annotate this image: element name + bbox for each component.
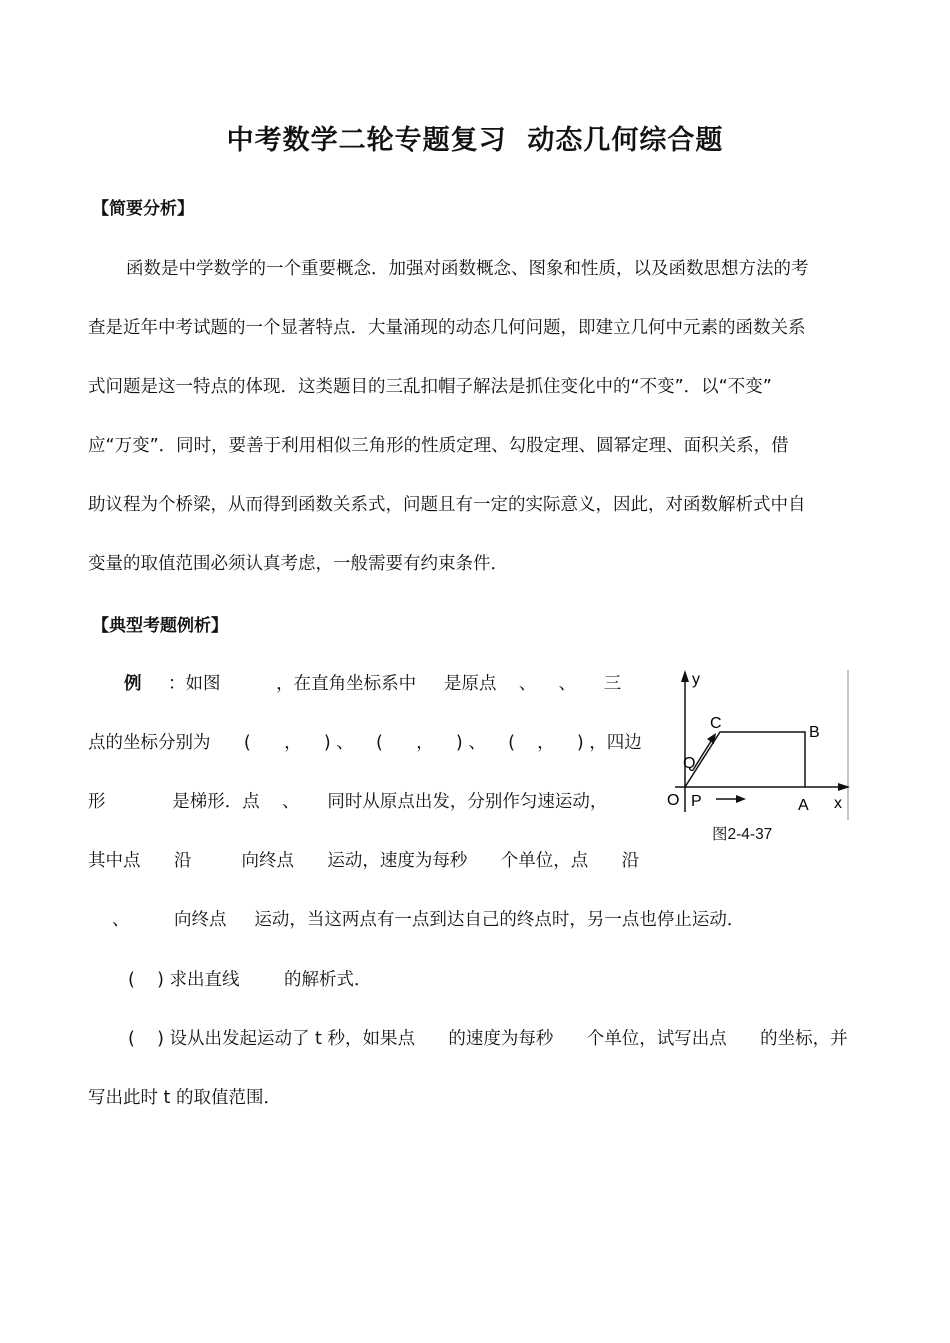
label-b: B <box>809 724 820 741</box>
question-2-cont: 写出此时 t 的取值范围． <box>88 1088 281 1108</box>
paragraph-line: 应“万变”．同时，要善于利用相似三角形的性质定理、勾股定理、圆幂定理、面积关系，借 <box>88 436 789 456</box>
question-1: ( ) 求出直线 的解析式． <box>128 970 372 990</box>
p-motion-arrow-icon <box>736 795 746 803</box>
paragraph-line: 式问题是这一特点的体现．这类题目的三乱扣帽子解法是抓住变化中的“不变”．以“不变” <box>88 377 772 397</box>
example-line: 其中点 沿 向终点 运动，速度为每秒 个单位，点 沿 <box>88 851 640 871</box>
label-q: Q <box>683 755 696 772</box>
label-a: A <box>798 797 809 814</box>
example-line: 点的坐标分别为 ( ， ) 、 ( ， ) 、 ( ， ) ，四边 <box>88 733 642 753</box>
page-title: 中考数学二轮专题复习 动态几何综合题 <box>226 125 724 156</box>
q-motion-line <box>693 738 713 770</box>
paragraph-line: 函数是中学数学的一个重要概念．加强对函数概念、图象和性质，以及函数思想方法的考 <box>126 259 809 279</box>
example-label: 例 <box>124 674 142 694</box>
section-heading-examples: 【典型考题例析】 <box>92 616 228 636</box>
label-o: O <box>667 792 680 809</box>
label-x: x <box>834 795 842 812</box>
label-y: y <box>692 671 700 688</box>
paragraph-line: 变量的取值范围必须认真考虑，一般需要有约束条件． <box>88 554 508 574</box>
question-2: ( ) 设从出发起运动了 t 秒，如果点 的速度为每秒 个单位，试写出点 的坐标，并 <box>128 1029 848 1049</box>
q-motion-arrow-icon <box>707 733 716 744</box>
example-line: 、 向终点 运动，当这两点有一点到达自己的终点时，另一点也停止运动． <box>112 910 745 930</box>
label-c: C <box>710 715 722 732</box>
paragraph-line: 查是近年中考试题的一个显著特点．大量涌现的动态几何问题，即建立几何中元素的函数关系 <box>88 318 806 338</box>
y-axis-arrow-icon <box>681 670 689 682</box>
figure-caption: 图2-4-37 <box>712 826 773 843</box>
section-heading-analysis: 【简要分析】 <box>92 199 194 219</box>
label-p: P <box>691 793 702 810</box>
example-line: 形 是梯形．点 、 同时从原点出发，分别作匀速运动， <box>88 792 608 812</box>
trapezoid-outline <box>685 732 805 787</box>
example-line: ：如图 ，在直角坐标系中 是原点 、 、 三 <box>168 674 622 694</box>
paragraph-line: 助议程为个桥梁，从而得到函数关系式，问题且有一定的实际意义，因此，对函数解析式中自 <box>88 495 806 515</box>
